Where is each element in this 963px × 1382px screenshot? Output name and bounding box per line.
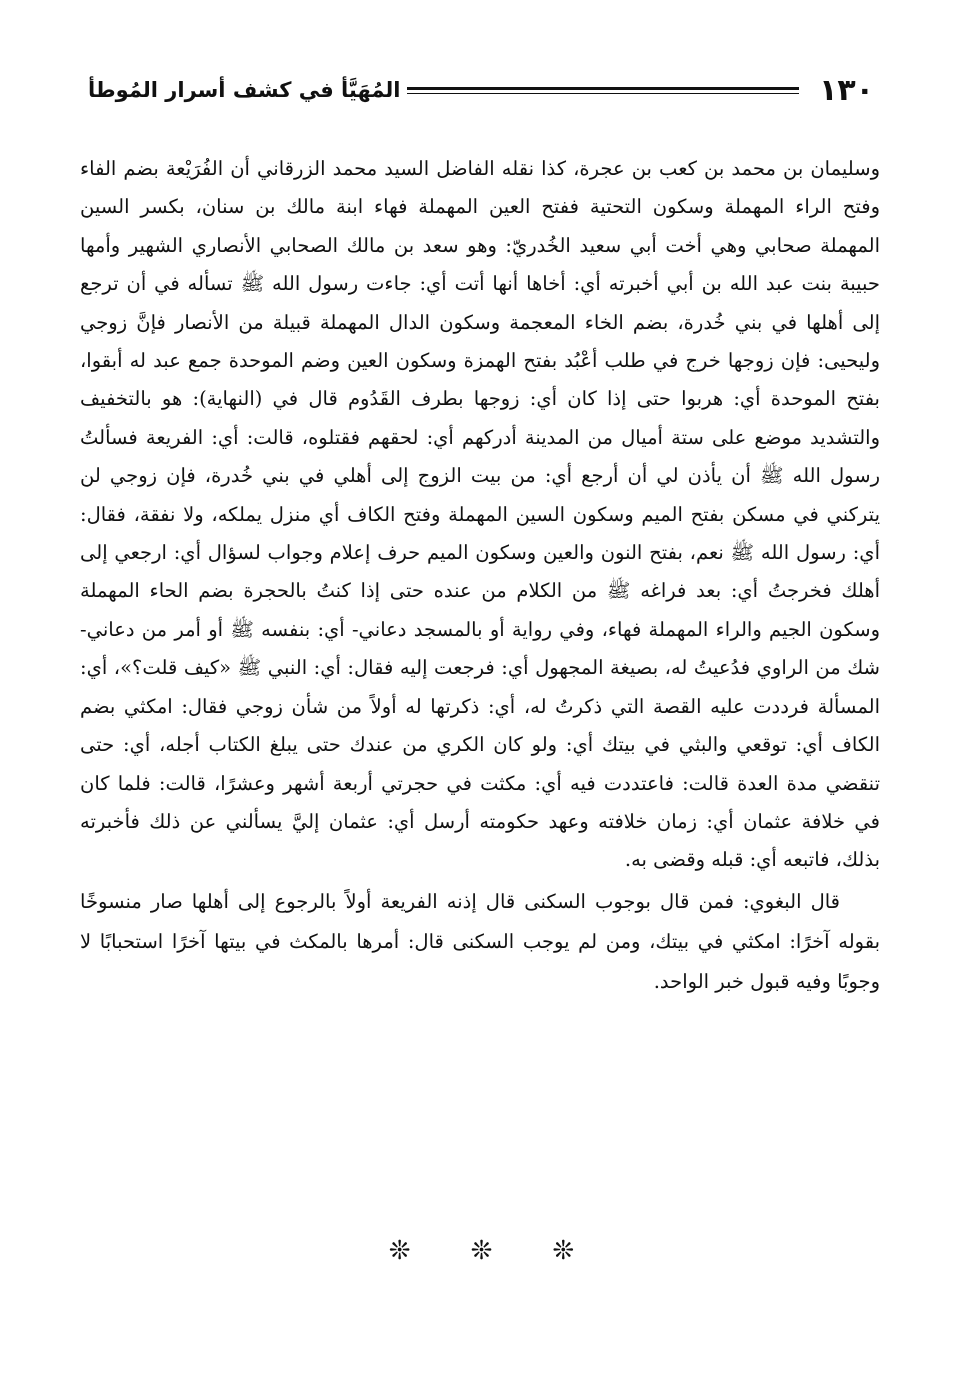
asterism-icon: ❊ [552, 1236, 635, 1266]
paragraph-baghawi-quote: قال البغوي: فمن قال بوجوب السكنى قال إذنه الفريعة أولاً بالرجوع إلى أهلها صار منسوخًا بقوله آخرًا: امكثي في بيتك، ومن لم يوجب السكنى قال: أمرها بالمكث في بيتها آخرًا استحبابًا لا وجوبًا وفيه قبول خبر الواحد. [80, 889, 880, 993]
page-number: ١٣٠ [819, 72, 874, 108]
section-divider [0, 1236, 963, 1266]
paragraph-hadith-commentary: وسليمان بن محمد بن كعب بن عجرة، كذا نقله الفاضل السيد محمد الزرقاني أن الفُرَيْعة بضم الفاء وفتح الراء المهملة وسكون التحتية ففتح العين المهملة فهاء ابنة مالك بن سنان، بكسر السين المهملة صحابي وهي أخت أبي سعيد الخُدريّ: وهو سعد بن مالك الصحابي الأنصاري الشهير وأمها حبيبة بنت عبد الله بن أبي أخبرته أي: أخاها أنها أتت أي: جاءت رسول الله ﷺ تسأله في أن ترجع إلى أهلها في بني خُدرة، بضم الخاء المعجمة وسكون الدال المهملة قبيلة من الأنصار فإنَّ زوجي وليحيى: فإن زوجها خرج في طلب أعْبُد بفتح الهمزة وسكون العين وضم الموحدة جمع عبد له أبقوا، بفتح الموحدة أي: هربوا حتى إذا كان أي: زوجها بطرف القَدُوم قال في (النهاية): هو بالتخفيف والتشديد موضع على ستة أميال من المدينة أدركهم أي: لحقهم فقتلوه، قالت: أي: الفريعة فسألتُ رسول الله ﷺ أن يأذن لي أن أرجع أي: من بيت الزوج إلى أهلي في بني خُدرة، فإن زوجي لن يتركني في مسكن بفتح الميم وسكون السين المهملة وفتح الكاف أي منزل يملكه، ولا نفقة، فقال: أي: رسول الله ﷺ نعم، بفتح النون والعين وسكون الميم حرف إعلام وجواب لسؤال أي: ارجعي إلى أهلك فخرجتُ أي: بعد فراغه ﷺ من الكلام من عنده حتى إذا كنتُ بالحجرة بضم الحاء المهملة وسكون الجيم والراء المهملة فهاء، وفي رواية أو بالمسجد دعاني- أي: بنفسه ﷺ أو أمر من دعاني- شك من الراوي فدُعيتُ له، بصيغة المجهول أي: فرجعت إليه فقال: أي: النبي ﷺ «كيف قلت؟»، أي: المسألة فرددت عليه القصة التي ذكرتُ له، أي: ذكرتها له أولاً من شأن زوجي فقال: امكثي بضم الكاف أي: توقعي والبثي في بيتك أي: ولو كان الكري من عندك حتى يبلغ الكتاب أجله، أي: حتى تنقضي مدة العدة قالت: فاعتددت فيه أي: مكثت في حجرتي أربعة أشهر وعشرًا، قالت: فلما كان في خلافة عثمان أي: زمان خلافته وعهد حكومته أرسل أي: عثمان إليَّ يسألني عن ذلك فأخبرته بذلك، فاتبعه أي: قبله وقضى به. [80, 157, 880, 872]
asterism-icon: ❊ [470, 1236, 553, 1266]
asterism-icon: ❊ [388, 1236, 471, 1266]
header-rule [407, 87, 800, 94]
body-text [80, 150, 880, 1002]
page-header [88, 68, 874, 112]
book-title: المُهَيَّأ في كشف أسرار المُوطأ [88, 78, 401, 102]
